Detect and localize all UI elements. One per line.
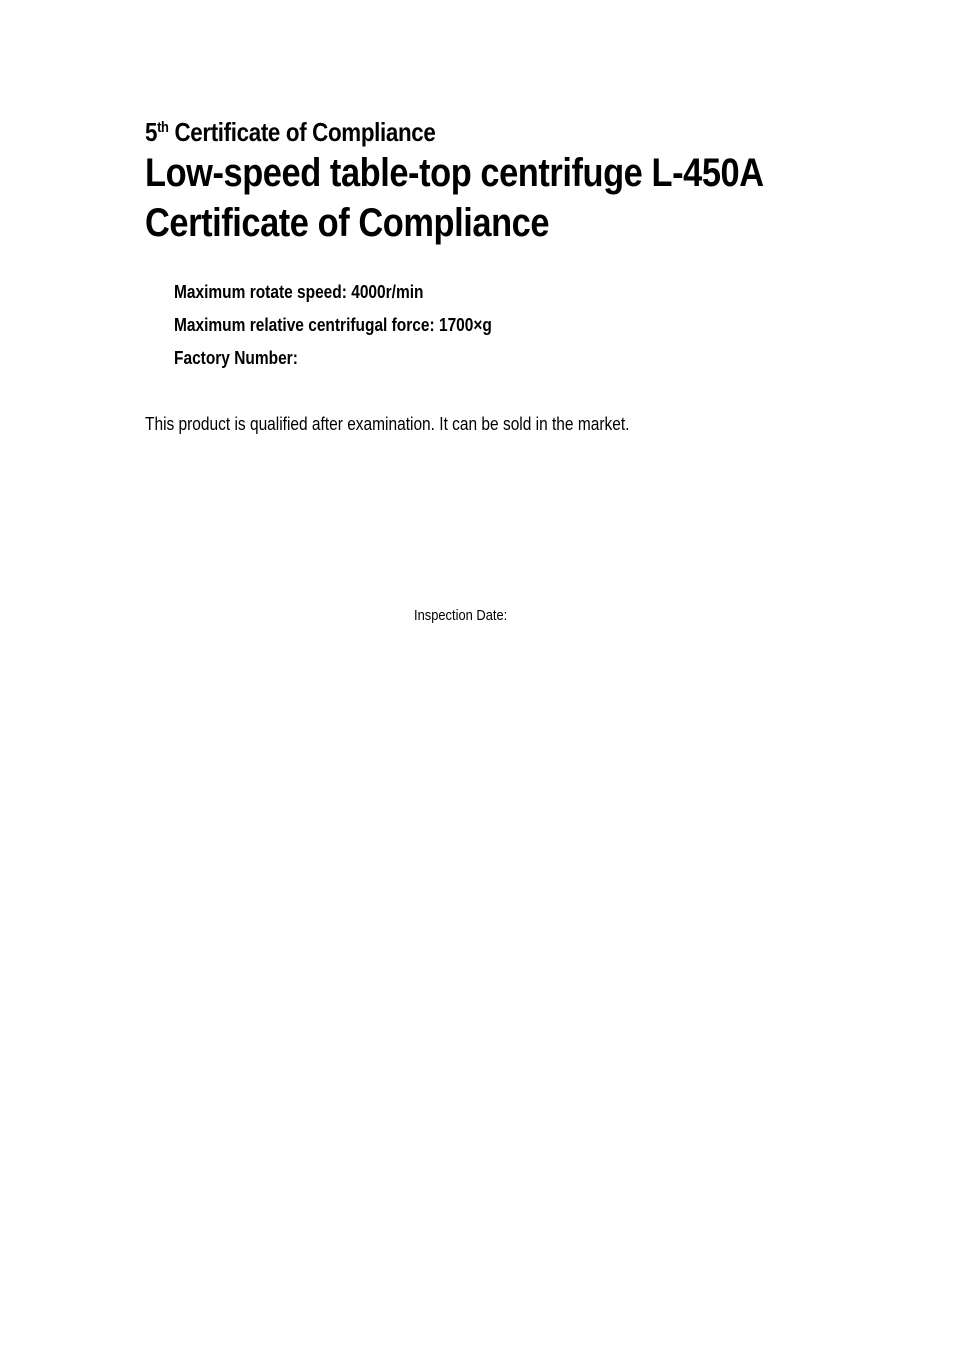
- qualification-statement: This product is qualified after examination. It can be sold in the market.: [145, 414, 630, 434]
- section-number: 5: [145, 117, 158, 147]
- section-heading: [145, 116, 435, 148]
- spec-max-rotate-speed: Maximum rotate speed: 4000r/min: [174, 282, 424, 302]
- document-title-line-2: Certificate of Compliance: [145, 201, 550, 245]
- section-heading-text: Certificate of Compliance: [168, 117, 436, 147]
- section-number-suffix: th: [157, 119, 169, 136]
- spec-max-centrifugal-force: Maximum relative centrifugal force: 1700×g: [174, 315, 492, 335]
- document-title-line-1: Low-speed table-top centrifuge L-450A: [145, 151, 764, 195]
- inspection-date-label: Inspection Date:: [414, 607, 508, 624]
- spec-factory-number: Factory Number:: [174, 348, 298, 368]
